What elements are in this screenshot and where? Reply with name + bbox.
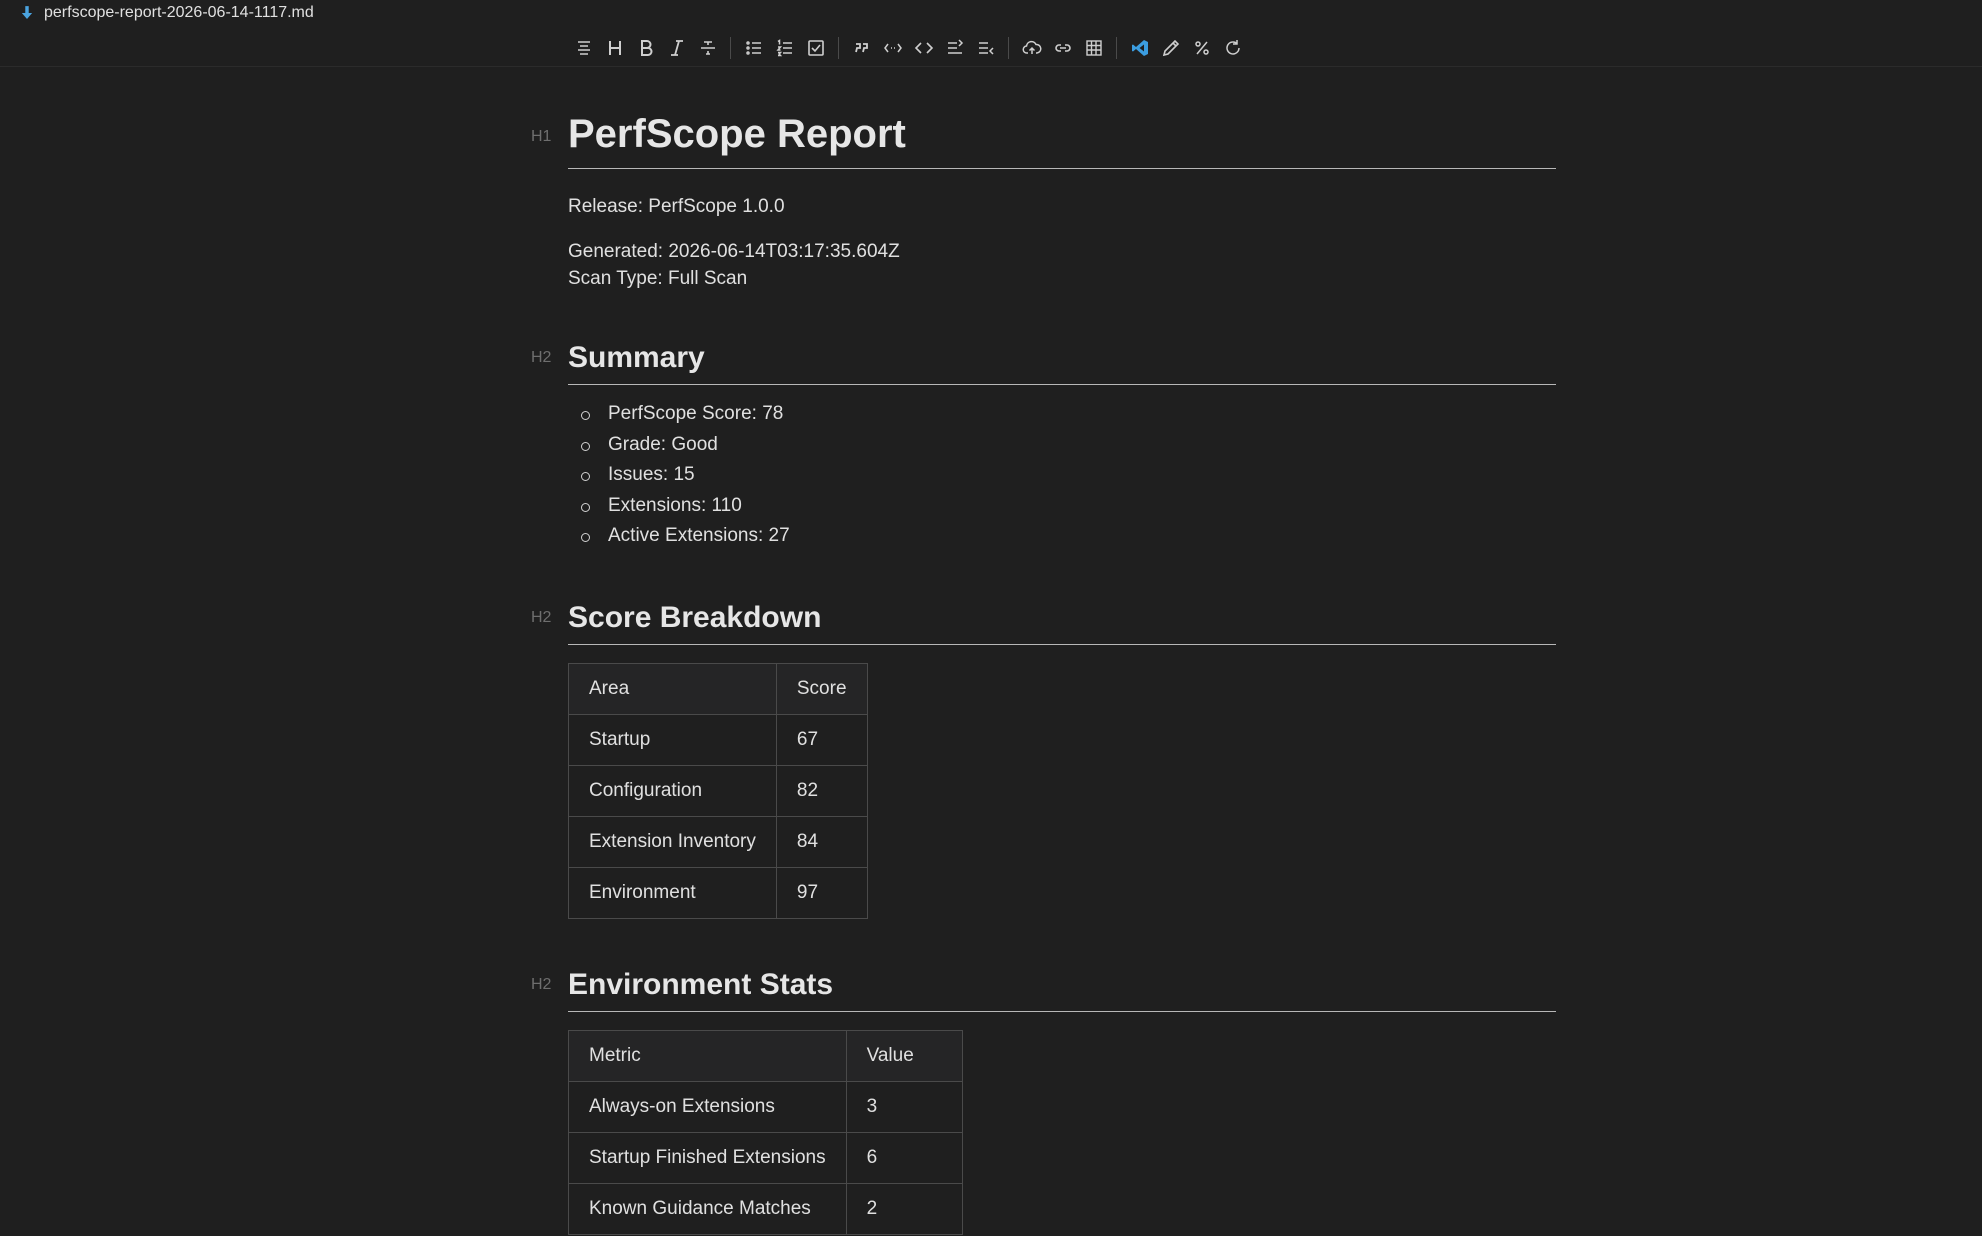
pencil-icon[interactable]	[1155, 33, 1186, 63]
summary-list	[568, 399, 1556, 552]
percent-icon[interactable]	[1186, 33, 1217, 63]
strikethrough-icon[interactable]	[692, 33, 723, 63]
table-row	[569, 816, 868, 867]
list-item: Active Extensions: 27	[568, 521, 1556, 552]
table-header-cell: Value	[846, 1030, 962, 1081]
numbered-list-icon[interactable]	[769, 33, 800, 63]
release-line: Release: PerfScope 1.0.0	[568, 196, 785, 217]
generated-line: Generated: 2026-06-14T03:17:35.604Z	[568, 241, 900, 262]
summary-heading: Summary	[568, 338, 1556, 385]
table-cell: 97	[776, 867, 867, 918]
table-row	[569, 765, 868, 816]
table-cell: Startup Finished Extensions	[569, 1132, 847, 1183]
heading-block	[531, 108, 1556, 169]
bold-icon[interactable]	[630, 33, 661, 63]
table-icon[interactable]	[1078, 33, 1109, 63]
table-cell: Known Guidance Matches	[569, 1183, 847, 1234]
align-icon[interactable]	[568, 33, 599, 63]
table-cell: Extension Inventory	[569, 816, 777, 867]
table-cell: 67	[776, 714, 867, 765]
quote-icon[interactable]	[846, 33, 877, 63]
environment-stats-heading: Environment Stats	[568, 965, 1556, 1012]
table-header-row	[569, 663, 868, 714]
toolbar-divider	[0, 66, 1982, 67]
vscode-icon[interactable]	[1124, 33, 1155, 63]
link-icon[interactable]	[1047, 33, 1078, 63]
list-item: PerfScope Score: 78	[568, 399, 1556, 430]
toolbar-separator	[730, 37, 731, 59]
table-cell: 84	[776, 816, 867, 867]
table-row	[569, 1183, 963, 1234]
inline-code-icon[interactable]	[877, 33, 908, 63]
editor-toolbar	[568, 32, 1248, 64]
table-row	[569, 867, 868, 918]
heading-level-label: H2	[531, 608, 552, 626]
refresh-icon[interactable]	[1217, 33, 1248, 63]
table-row	[569, 1132, 963, 1183]
title-bar	[0, 0, 1982, 26]
indent-icon[interactable]	[939, 33, 970, 63]
table-row	[569, 1081, 963, 1132]
heading-level-label: H1	[531, 128, 552, 145]
toolbar-separator	[838, 37, 839, 59]
scan-type-line: Scan Type: Full Scan	[568, 268, 748, 289]
table-cell: 2	[846, 1183, 962, 1234]
checkbox-icon[interactable]	[800, 33, 831, 63]
heading-icon[interactable]	[599, 33, 630, 63]
table-header-row	[569, 1030, 963, 1081]
table-row	[569, 714, 868, 765]
bullet-list-icon[interactable]	[738, 33, 769, 63]
toolbar-separator	[1116, 37, 1117, 59]
list-item: Grade: Good	[568, 430, 1556, 461]
table-cell: Startup	[569, 714, 777, 765]
code-block-icon[interactable]	[908, 33, 939, 63]
list-item: Extensions: 110	[568, 491, 1556, 522]
page-title: PerfScope Report	[568, 108, 1556, 169]
file-name[interactable]: perfscope-report-2026-06-14-1117.md	[44, 4, 314, 21]
score-breakdown-table	[568, 663, 868, 919]
score-breakdown-heading: Score Breakdown	[568, 598, 1556, 645]
heading-block	[531, 598, 1556, 645]
outdent-icon[interactable]	[970, 33, 1001, 63]
table-cell: Always-on Extensions	[569, 1081, 847, 1132]
heading-level-label: H2	[531, 975, 552, 993]
heading-level-label: H2	[531, 349, 552, 366]
table-header-cell: Metric	[569, 1030, 847, 1081]
table-cell: 6	[846, 1132, 962, 1183]
upload-icon[interactable]	[1016, 33, 1047, 63]
list-item: Issues: 15	[568, 460, 1556, 491]
table-cell: 82	[776, 765, 867, 816]
table-header-cell: Score	[776, 663, 867, 714]
heading-block	[531, 338, 1556, 385]
table-cell: 3	[846, 1081, 962, 1132]
table-cell: Environment	[569, 867, 777, 918]
environment-stats-table	[568, 1030, 963, 1235]
markdown-preview	[531, 108, 1556, 1235]
italic-icon[interactable]	[661, 33, 692, 63]
heading-block	[531, 965, 1556, 1012]
toolbar-separator	[1008, 37, 1009, 59]
markdown-file-icon	[20, 5, 34, 21]
table-header-cell: Area	[569, 663, 777, 714]
table-cell: Configuration	[569, 765, 777, 816]
